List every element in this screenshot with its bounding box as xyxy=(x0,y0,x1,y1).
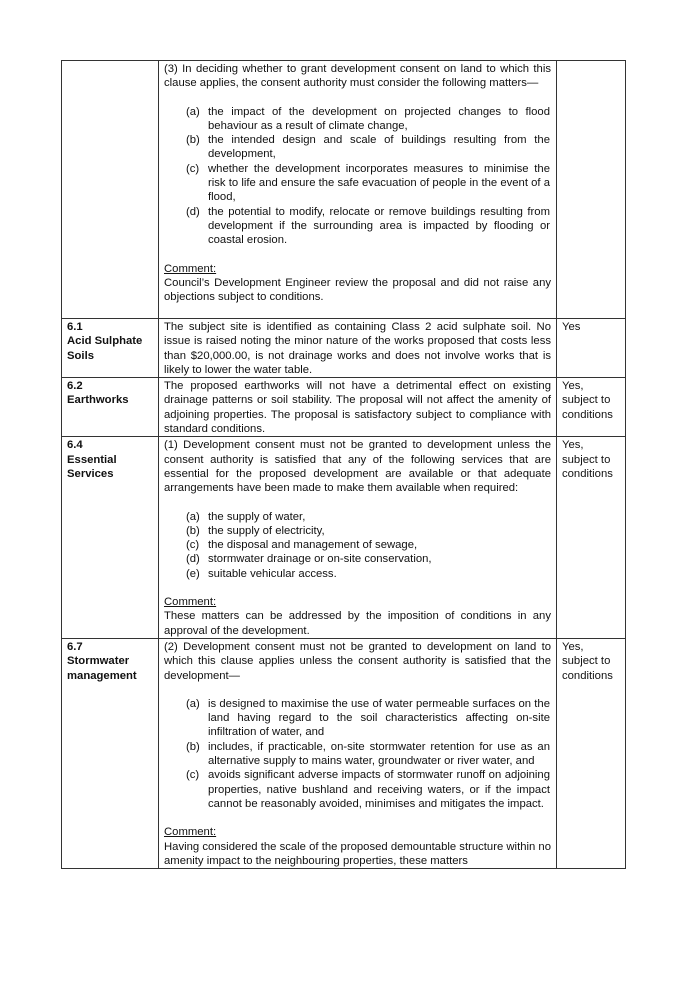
list-item: (c) whether the development incorporates measures to minimise the risk to life and ensure the safe evacuation of people in the event of a flood, xyxy=(186,162,550,204)
compliance-status: Yes, xyxy=(562,439,584,452)
clause-number: 6.7 xyxy=(67,640,83,653)
list-item: (a) the impact of the development on projected changes to flood behaviour as a result of climate change, xyxy=(186,105,550,132)
comment-label: Comment: xyxy=(164,596,217,609)
compliance-cell xyxy=(557,638,626,868)
list-item: (c) avoids significant adverse impacts of stormwater runoff on adjoining properties, native bushland and receiving waters, or if the impact cannot be reasonably avoided, minimises and mitigates the impact. xyxy=(186,769,550,810)
comment-text: These matters can be addressed by the imposition of conditions in any approval of the development. xyxy=(164,610,551,637)
compliance-cell xyxy=(557,319,626,378)
clause-title: Acid Sulphate xyxy=(67,335,143,348)
clause-cell xyxy=(62,61,159,319)
compliance-status: conditions xyxy=(562,467,613,480)
clause-title: Services xyxy=(67,467,114,480)
compliance-cell xyxy=(557,61,626,319)
list-item: (a) the supply of water, xyxy=(186,510,306,523)
clause-body: The proposed earthworks will not have a detrimental effect on existing drainage patterns or soil stability. The proposal will not affect the amenity of adjoining properties. The proposal is satisfactory subject to compliance with standard conditions. xyxy=(164,380,551,436)
compliance-status: subject to xyxy=(562,655,611,668)
clause-number: 6.4 xyxy=(67,439,83,452)
clause-title: Earthworks xyxy=(67,394,129,407)
table-row xyxy=(62,437,626,639)
compliance-cell xyxy=(557,378,626,437)
matters-list xyxy=(164,105,551,248)
list-item: (b) includes, if practicable, on-site stormwater retention for use as an alternative supply to mains water, groundwater or river water, and xyxy=(186,740,550,768)
clause-intro: (2) Development consent must not be granted to development on land to which this clause applies unless the consent authority is satisfied that the development— xyxy=(164,640,551,682)
clause-number: 6.1 xyxy=(67,321,83,333)
list-item: (b) the intended design and scale of buildings resulting from the development, xyxy=(186,134,550,161)
requirement-cell xyxy=(159,61,557,319)
table-row xyxy=(62,61,626,319)
list-item: (c) the disposal and management of sewage, xyxy=(186,539,418,552)
comment-text: Council’s Development Engineer review the proposal and did not raise any objections subject to conditions. xyxy=(164,276,551,304)
clause-cell xyxy=(62,319,159,378)
comment-label: Comment: xyxy=(164,262,217,275)
services-list xyxy=(164,510,551,581)
clause-body: The subject site is identified as containing Class 2 acid sulphate soil. No issue is raised noting the minor nature of the works proposed that costs less than $20,000.00, is not drainage works and does not involve works that is likely to lower the water table. xyxy=(164,321,551,376)
compliance-cell xyxy=(557,437,626,639)
compliance-status: subject to xyxy=(562,453,611,466)
compliance-status: Yes, xyxy=(562,380,584,393)
requirement-cell xyxy=(159,638,557,868)
list-item: (e) suitable vehicular access. xyxy=(186,567,337,580)
requirement-cell xyxy=(159,319,557,378)
clause-title: Stormwater xyxy=(67,655,130,668)
compliance-status: conditions xyxy=(562,408,613,421)
clause-intro: (3) In deciding whether to grant development consent on land to which this clause applies, the consent authority must consider the following matters— xyxy=(164,63,551,90)
table-row xyxy=(62,638,626,868)
compliance-status: conditions xyxy=(562,669,613,682)
requirements-list xyxy=(164,697,551,811)
list-item: (d) stormwater drainage or on-site conservation, xyxy=(186,553,432,566)
list-item: (d) the potential to modify, relocate or remove buildings resulting from development if the surrounding area is impacted by flooding or coastal erosion. xyxy=(186,205,550,247)
assessment-table xyxy=(61,60,626,869)
compliance-status: Yes, xyxy=(562,640,584,653)
list-item: (b) the supply of electricity, xyxy=(186,524,325,537)
clause-cell xyxy=(62,378,159,437)
clause-intro: (1) Development consent must not be granted to development unless the consent authority is satisfied that any of the following services that are essential for the proposed development are available or that adequate arrangements have been made to make them available when required: xyxy=(164,439,551,495)
requirement-cell xyxy=(159,437,557,639)
clause-number: 6.2 xyxy=(67,380,83,393)
comment-text: Having considered the scale of the proposed demountable structure within no amenity impact to the neighbouring properties, these matters xyxy=(164,840,551,867)
clause-title: Soils xyxy=(67,349,94,362)
clause-cell xyxy=(62,638,159,868)
list-item: (a) is designed to maximise the use of water permeable surfaces on the land having regard to the soil characteristics affecting on-site infiltration of water, and xyxy=(186,697,550,739)
compliance-status: Yes xyxy=(562,321,581,333)
compliance-status: subject to xyxy=(562,394,611,407)
requirement-cell xyxy=(159,378,557,437)
clause-title: Essential xyxy=(67,453,117,466)
clause-title: management xyxy=(67,669,137,682)
clause-cell xyxy=(62,437,159,639)
comment-label: Comment: xyxy=(164,826,217,839)
table-row xyxy=(62,319,626,378)
table-row xyxy=(62,378,626,437)
